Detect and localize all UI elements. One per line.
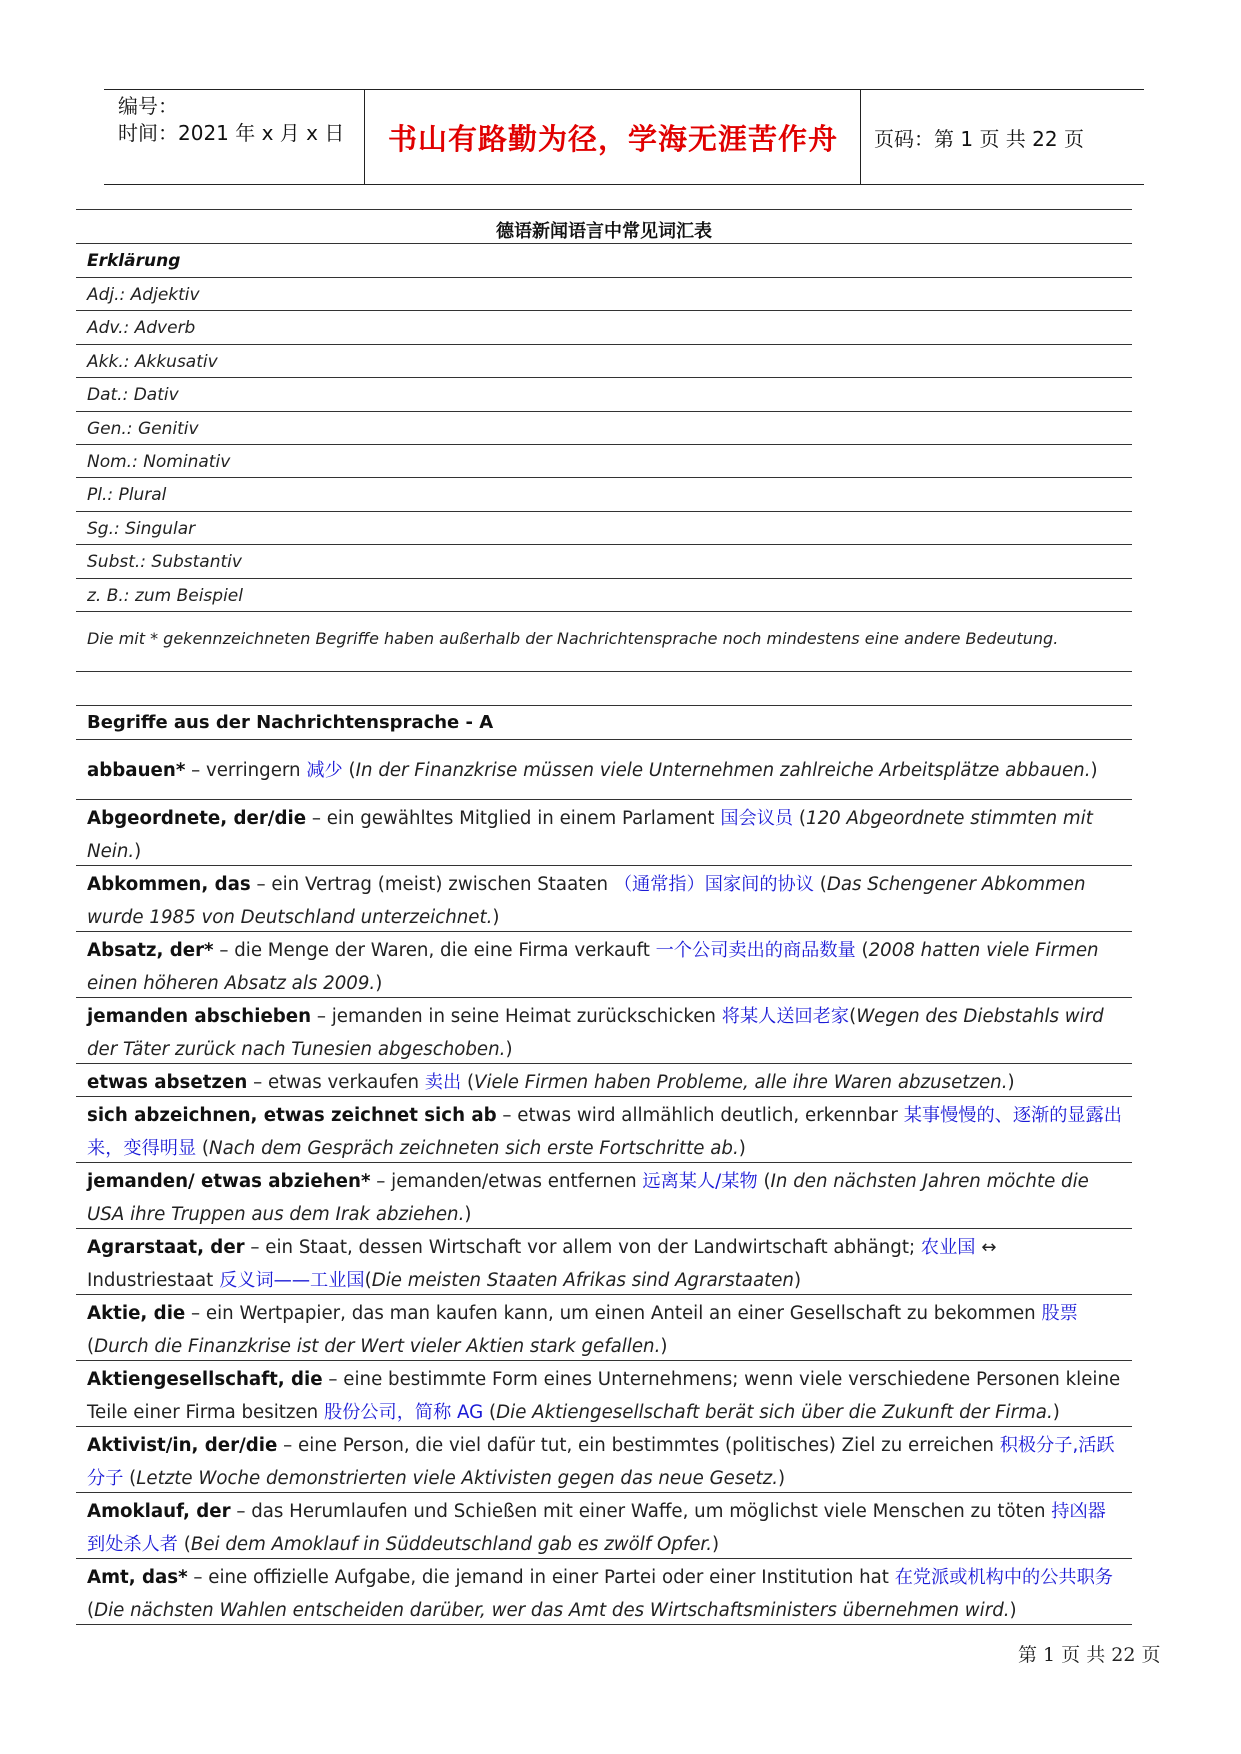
entry-chinese: 股票: [1041, 1303, 1078, 1324]
entry-paren: (: [123, 1468, 137, 1489]
entry-chinese: 一个公司卖出的商品数量: [655, 940, 856, 961]
abbreviation-text: Akk.: Akkusativ: [87, 351, 218, 372]
entry-row: [76, 1096, 1132, 1162]
entry-example: Die meisten Staaten Afrikas sind Agrarstaaten: [371, 1270, 794, 1291]
abbreviation-text: Gen.: Genitiv: [87, 418, 199, 439]
entry-text: [87, 1561, 1124, 1627]
abbreviation-text: Adj.: Adjektiv: [87, 285, 200, 305]
entry-example: Letzte Woche demonstrierten viele Aktivisten gegen das neue Gesetz.: [136, 1468, 778, 1489]
abbreviation-row: [76, 511, 1132, 544]
entry-paren: (: [793, 808, 807, 829]
header-divider: [364, 90, 365, 184]
entry-text: [87, 802, 1124, 868]
entry-chinese: （通常指）国家间的协议: [613, 874, 814, 895]
entry-example: Die nächsten Wahlen entscheiden darüber, wer das Amt des Wirtschaftsministers übernehmen wird.: [94, 1600, 1010, 1621]
entry-paren: (: [483, 1402, 497, 1423]
entry-example: 120 Abgeordnete stimmten mit Nein.: [87, 808, 1093, 862]
entry-term: Abkommen, das: [87, 874, 251, 895]
abbreviation-row: [76, 344, 1132, 377]
entry-definition: – ein Wertpapier, das man kaufen kann, um einen Anteil an einer Gesellschaft zu bekommen: [185, 1303, 1042, 1324]
entry-term: Absatz, der*: [87, 940, 214, 961]
entry-text: [87, 754, 1124, 787]
entry-chinese: 持凶器到处杀人者: [87, 1501, 1106, 1555]
entry-definition: ↔ Industriestaat: [87, 1237, 997, 1291]
entry-chinese: 国会议员: [720, 808, 794, 829]
entry-text: [87, 1165, 1124, 1231]
explanation-heading-row: [76, 243, 1132, 277]
entry-paren: ): [793, 1270, 802, 1291]
abbreviation-text: Subst.: Substantiv: [87, 552, 242, 573]
entry-chinese: 某事慢慢的、逐渐的显露出来，变得明显: [87, 1105, 1122, 1159]
header-meta: [118, 90, 363, 184]
abbreviation-text: Dat.: Dativ: [87, 385, 179, 406]
entry-text: [87, 1429, 1124, 1495]
entry-example: Die Aktiengesellschaft berät sich über die Zukunft der Firma.: [496, 1402, 1053, 1423]
entry-paren: ): [1009, 1600, 1017, 1621]
entry-text: [87, 868, 1124, 934]
section-heading: Begriffe aus der Nachrichtensprache - A: [87, 712, 494, 733]
entry-paren: ): [778, 1468, 786, 1489]
entry-row: [76, 1162, 1132, 1228]
entry-example: Viele Firmen haben Probleme, alle ihre Waren abzusetzen.: [474, 1072, 1008, 1093]
entry-example: In der Finanzkrise müssen viele Unternehmen zahlreiche Arbeitsplätze abbauen.: [355, 760, 1091, 781]
entry-chinese: 减少: [306, 760, 343, 781]
explanation-heading: Erklärung: [87, 251, 181, 271]
entry-row: [76, 799, 1132, 865]
entry-term: sich abzeichnen, etwas zeichnet sich ab: [87, 1105, 497, 1126]
entry-definition: – das Herumlaufen und Schießen mit einer Waffe, um möglichst viele Menschen zu töten: [230, 1501, 1052, 1522]
entry-text: [87, 1099, 1124, 1165]
entry-example: Durch die Finanzkrise ist der Wert vieler Aktien stark gefallen.: [94, 1336, 661, 1357]
entry-chinese: 在党派或机构中的公共职务: [894, 1567, 1113, 1588]
entry-chinese: 农业国: [920, 1237, 976, 1258]
entry-paren: ): [738, 1138, 746, 1159]
entry-chinese: 积极分子,活跃分子: [87, 1435, 1115, 1489]
abbreviation-row: [76, 544, 1132, 577]
entry-paren: (: [342, 760, 356, 781]
entry-example: Nach dem Gespräch zeichneten sich erste Fortschritte ab.: [209, 1138, 739, 1159]
abbreviation-text: Pl.: Plural: [87, 485, 167, 506]
entry-example: 2008 hatten viele Firmen einen höheren Absatz als 2009.: [87, 940, 1099, 994]
entry-term: Aktie, die: [87, 1303, 186, 1324]
entry-chinese: 远离某人/某物: [642, 1171, 758, 1192]
entry-paren: ): [1052, 1402, 1060, 1423]
abbreviation-row: [76, 477, 1132, 510]
abbreviation-row: [76, 411, 1132, 444]
entry-chinese: 反义词——工业国: [219, 1270, 365, 1291]
entry-definition: – ein Vertrag (meist) zwischen Staaten: [250, 874, 614, 895]
document-header: [104, 89, 1144, 185]
entry-paren: (: [461, 1072, 475, 1093]
header-page-number: 页码：第 1 页 共 22 页: [874, 126, 1084, 151]
entry-paren: ): [1007, 1072, 1015, 1093]
entry-definition: – etwas verkaufen: [247, 1072, 425, 1093]
abbreviation-row: [76, 277, 1132, 310]
entry-paren: (: [87, 1336, 95, 1357]
note-row: [76, 611, 1132, 671]
abbreviation-row: [76, 444, 1132, 477]
entry-definition: – ein Staat, dessen Wirtschaft vor allem von der Landwirtschaft abhängt;: [244, 1237, 921, 1258]
entry-row: [76, 1228, 1132, 1294]
header-motto: 书山有路勤为径，学海无涯苦作舟: [387, 121, 838, 156]
entry-paren: (: [87, 1600, 95, 1621]
entry-term: Amt, das*: [87, 1567, 188, 1588]
abbreviation-row: [76, 310, 1132, 343]
abbreviation-text: Adv.: Adverb: [87, 318, 196, 339]
abbreviation-row: [76, 578, 1132, 611]
entry-definition: – jemanden/etwas entfernen: [370, 1171, 643, 1192]
entry-term: jemanden abschieben: [87, 1006, 312, 1027]
entry-row: [76, 1360, 1132, 1426]
entry-example: Bei dem Amoklauf in Süddeutschland gab es zwölf Opfer.: [190, 1534, 713, 1555]
entry-paren: ): [492, 907, 500, 928]
header-divider: [860, 90, 861, 184]
entry-example: Wegen des Diebstahls wird der Täter zurück nach Tunesien abgeschoben.: [87, 1006, 1104, 1060]
entry-row: [76, 865, 1132, 931]
entry-chinese: 将某人送回老家: [721, 1006, 850, 1027]
entry-text: [87, 1495, 1124, 1561]
entry-term: jemanden/ etwas abziehen*: [87, 1171, 371, 1192]
entry-term: Agrarstaat, der: [87, 1237, 245, 1258]
date-label: 时间：2021 年 x 月 x 日: [118, 121, 345, 145]
entry-paren: (: [196, 1138, 210, 1159]
note-text: Die mit * gekennzeichneten Begriffe haben außerhalb der Nachrichtensprache noch mindestens eine andere Bedeutung.: [87, 629, 1059, 648]
entry-definition: – die Menge der Waren, die eine Firma verkauft: [213, 940, 656, 961]
entry-text: [87, 1000, 1124, 1066]
entry-paren: ): [134, 841, 142, 862]
entry-paren: (: [177, 1534, 191, 1555]
entry-paren: ): [505, 1039, 513, 1060]
entry-row: [76, 1426, 1132, 1492]
abbreviation-text: Nom.: Nominativ: [87, 452, 231, 472]
entry-row: [76, 931, 1132, 997]
entry-definition: – eine Person, die viel dafür tut, ein bestimmtes (politisches) Ziel zu erreichen: [277, 1435, 1000, 1456]
table-bottom-border: [76, 1624, 1132, 1625]
entry-term: Aktiengesellschaft, die: [87, 1369, 323, 1390]
entry-paren: ): [1090, 760, 1098, 781]
entry-definition: – eine offizielle Aufgabe, die jemand in einer Partei oder einer Institution hat: [187, 1567, 895, 1588]
entry-paren: (: [849, 1006, 857, 1027]
entry-row: [76, 1063, 1132, 1096]
entry-paren: ): [712, 1534, 720, 1555]
page-footer: 第 1 页 共 22 页: [1018, 1644, 1161, 1666]
entry-paren: (: [813, 874, 827, 895]
entry-term: abbauen*: [87, 760, 186, 781]
entry-text: [87, 934, 1124, 1000]
entry-paren: (: [855, 940, 869, 961]
entry-paren: (: [364, 1270, 372, 1291]
entry-paren: (: [757, 1171, 771, 1192]
abbreviation-text: Sg.: Singular: [87, 518, 196, 539]
entry-text: [87, 1297, 1124, 1363]
entry-text: [87, 1231, 1124, 1297]
entry-example: Das Schengener Abkommen wurde 1985 von Deutschland unterzeichnet.: [87, 874, 1086, 928]
abbreviation-row: [76, 377, 1132, 410]
entry-definition: – etwas wird allmählich deutlich, erkennbar: [496, 1105, 904, 1126]
entry-row: [76, 1558, 1132, 1624]
entry-text: [87, 1363, 1124, 1429]
table-title-row: [76, 209, 1132, 243]
entry-row: [76, 1492, 1132, 1558]
entry-paren: ): [375, 973, 383, 994]
spacer-row: [76, 671, 1132, 705]
table-title: 德语新闻语言中常见词汇表: [496, 221, 712, 242]
entry-term: etwas absetzen: [87, 1072, 248, 1093]
entry-definition: – jemanden in seine Heimat zurückschicken: [311, 1006, 722, 1027]
entry-row: [76, 997, 1132, 1063]
entry-definition: – ein gewähltes Mitglied in einem Parlament: [306, 808, 721, 829]
entry-term: Abgeordnete, der/die: [87, 808, 307, 829]
entry-definition: – eine bestimmte Form eines Unternehmens; wenn viele verschiedene Personen kleine Teile einer Firma besitzen: [87, 1369, 1121, 1423]
entry-text: [87, 1066, 1124, 1099]
entry-chinese: 股份公司，简称 AG: [323, 1402, 484, 1423]
entry-row: [76, 1294, 1132, 1360]
entry-term: Aktivist/in, der/die: [87, 1435, 278, 1456]
section-heading-row: [76, 705, 1132, 739]
abbreviation-text: z. B.: zum Beispiel: [87, 585, 243, 606]
entry-chinese: 卖出: [424, 1072, 462, 1093]
entry-term: Amoklauf, der: [87, 1501, 231, 1522]
entry-definition: – verringern: [185, 760, 307, 781]
serial-number-label: 编号：: [118, 94, 178, 118]
entry-row: [76, 739, 1132, 799]
entry-paren: ): [660, 1336, 668, 1357]
entry-paren: ): [464, 1204, 472, 1225]
entry-example: In den nächsten Jahren möchte die USA ihre Truppen aus dem Irak abziehen.: [87, 1171, 1089, 1225]
